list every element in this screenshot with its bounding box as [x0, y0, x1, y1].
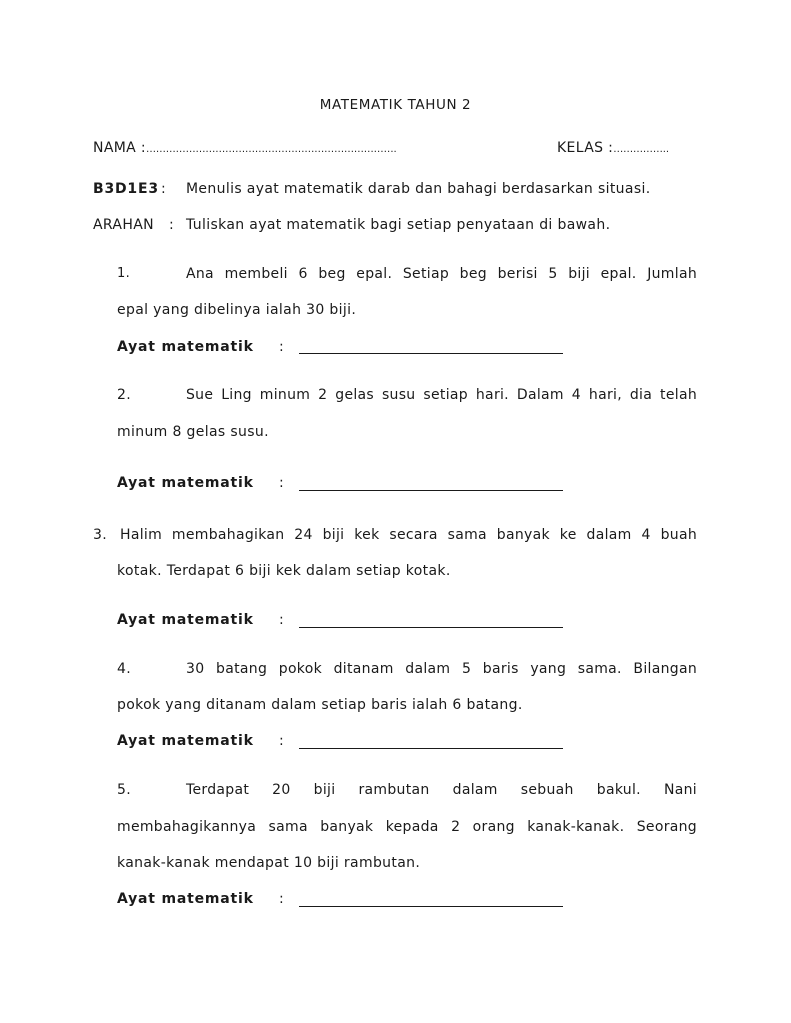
- answer-line[interactable]: [299, 906, 563, 907]
- question-text-line: Sue Ling minum 2 gelas susu setiap hari. Dalam 4 hari, dia telah: [186, 387, 697, 403]
- question-text-line: kanak-kanak mendapat 10 biji rambutan.: [117, 855, 421, 871]
- question-text-line: minum 8 gelas susu.: [117, 424, 269, 440]
- answer-label: Ayat matematik: [117, 891, 254, 907]
- answer-label: Ayat matematik: [117, 612, 254, 628]
- answer-line[interactable]: [299, 490, 563, 491]
- question-number: 4.: [117, 661, 132, 677]
- name-label: NAMA :: [93, 140, 146, 156]
- answer-label: Ayat matematik: [117, 733, 254, 749]
- question-number: 2.: [117, 387, 132, 403]
- standard-colon: :: [161, 181, 167, 197]
- answer-line[interactable]: [299, 353, 563, 354]
- question-text-line: kotak. Terdapat 6 biji kek dalam setiap kotak.: [117, 563, 451, 579]
- instruction-label: ARAHAN: [93, 217, 154, 233]
- standard-text: Menulis ayat matematik darab dan bahagi berdasarkan situasi.: [186, 181, 651, 197]
- question-number: 1.: [117, 266, 131, 281]
- class-blank: ……………..: [613, 144, 669, 155]
- answer-colon: :: [279, 339, 285, 355]
- question-text-line: Terdapat 20 biji rambutan dalam sebuah bakul. Nani: [186, 782, 697, 798]
- answer-colon: :: [279, 733, 285, 749]
- answer-colon: :: [279, 612, 285, 628]
- question-text-line: Halim membahagikan 24 biji kek secara sama banyak ke dalam 4 buah: [120, 527, 697, 543]
- question-number: 3.: [93, 527, 108, 543]
- class-label: KELAS :: [557, 140, 614, 156]
- question-number: 5.: [117, 782, 132, 798]
- worksheet-title: MATEMATIK TAHUN 2: [319, 97, 472, 113]
- name-line: [93, 139, 397, 159]
- instruction-colon: :: [169, 217, 175, 233]
- question-text-line: 30 batang pokok ditanam dalam 5 baris yang sama. Bilangan: [186, 661, 697, 677]
- question-text-line: Ana membeli 6 beg epal. Setiap beg berisi 5 biji epal. Jumlah: [186, 266, 697, 282]
- instruction-text: Tuliskan ayat matematik bagi setiap penyataan di bawah.: [186, 217, 611, 233]
- standard-code: B3D1E3: [93, 181, 159, 197]
- answer-label: Ayat matematik: [117, 339, 254, 355]
- answer-line[interactable]: [299, 748, 563, 749]
- question-text-line: pokok yang ditanam dalam setiap baris ialah 6 batang.: [117, 697, 523, 713]
- question-text-line: membahagikannya sama banyak kepada 2 orang kanak-kanak. Seorang: [117, 819, 697, 835]
- class-line: [557, 139, 669, 159]
- answer-label: Ayat matematik: [117, 475, 254, 491]
- answer-line[interactable]: [299, 627, 563, 628]
- answer-colon: :: [279, 475, 285, 491]
- question-text-line: epal yang dibelinya ialah 30 biji.: [117, 302, 357, 318]
- name-blank: ………………………………………………………………….: [145, 144, 397, 155]
- answer-colon: :: [279, 891, 285, 907]
